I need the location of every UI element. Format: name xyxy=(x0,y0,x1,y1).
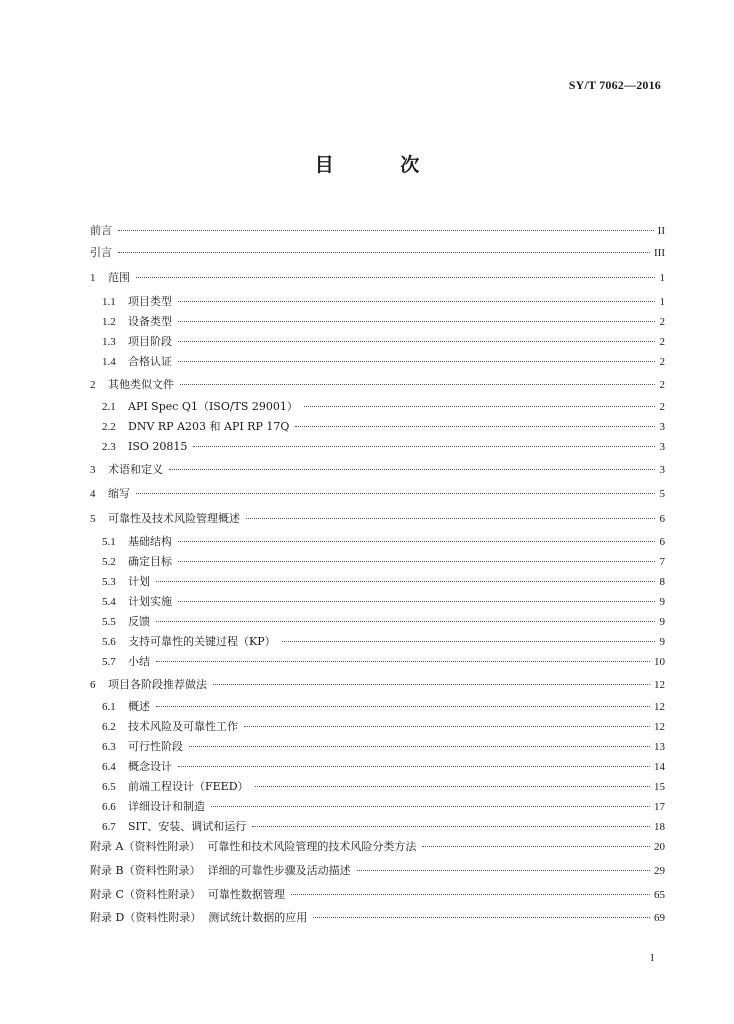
toc-entry-page: 9 xyxy=(659,636,665,648)
toc-entry-label: 详细设计和制造 xyxy=(128,800,205,813)
dot-leader xyxy=(118,230,654,231)
toc-entry[interactable] xyxy=(102,315,665,329)
toc-entry[interactable] xyxy=(102,440,665,454)
toc-entry[interactable] xyxy=(90,512,665,526)
dot-leader xyxy=(156,581,655,582)
toc-entry-number: 5.6 xyxy=(102,636,116,648)
dot-leader xyxy=(156,706,650,707)
toc-entry-label: 附录 A（资料性附录） 可靠性和技术风险管理的技术风险分类方法 xyxy=(90,840,417,853)
dot-leader xyxy=(136,493,655,494)
toc-entry-label: 附录 D（资料性附录） 测试统计数据的应用 xyxy=(90,911,308,924)
toc-entry-label: SIT、安装、调试和运行 xyxy=(128,820,247,833)
toc-entry-label: 项目各阶段推荐做法 xyxy=(108,678,207,691)
dot-leader xyxy=(189,746,650,747)
toc-entry[interactable] xyxy=(102,635,665,649)
toc-entry-page: 7 xyxy=(659,556,665,568)
toc-entry-number: 2 xyxy=(90,379,96,391)
toc-entry-label: 计划 xyxy=(128,575,150,588)
toc-entry-page: 9 xyxy=(659,596,665,608)
toc-entry-number: 1.1 xyxy=(102,296,116,308)
toc-entry-page: 10 xyxy=(654,656,665,668)
standard-code: SY/T 7062—2016 xyxy=(568,78,661,92)
dot-leader xyxy=(178,341,655,342)
toc-entry[interactable] xyxy=(90,888,665,902)
toc-entry-number: 6.3 xyxy=(102,741,116,753)
toc-entry[interactable] xyxy=(102,655,665,669)
toc-entry-number: 6 xyxy=(90,679,96,691)
toc-entry-number: 2.1 xyxy=(102,401,116,413)
toc-entry-page: 6 xyxy=(659,536,665,548)
toc-entry-page: 15 xyxy=(654,781,665,793)
toc-entry[interactable] xyxy=(102,760,665,774)
toc-entry[interactable] xyxy=(90,271,665,285)
dot-leader xyxy=(193,446,655,447)
toc-entry[interactable] xyxy=(102,720,665,734)
toc-entry-label: API Spec Q1（ISO/TS 29001） xyxy=(128,400,298,413)
dot-leader xyxy=(178,361,655,362)
toc-entry-page: 1 xyxy=(659,272,665,284)
toc-entry[interactable] xyxy=(102,420,665,434)
toc-entry-number: 1 xyxy=(90,272,96,284)
toc-entry-page: 17 xyxy=(654,801,665,813)
toc-entry-page: 2 xyxy=(659,316,665,328)
toc-entry-label: 支持可靠性的关键过程（KP） xyxy=(128,635,276,648)
toc-entry[interactable] xyxy=(102,740,665,754)
dot-leader xyxy=(178,561,655,562)
toc-entry-number: 5.3 xyxy=(102,576,116,588)
toc-entry-number: 1.3 xyxy=(102,336,116,348)
dot-leader xyxy=(178,541,655,542)
dot-leader xyxy=(178,301,655,302)
dot-leader xyxy=(244,726,650,727)
toc-entry-label: 计划实施 xyxy=(128,595,172,608)
toc-entry-page: 14 xyxy=(654,761,665,773)
toc-entry-label: 前端工程设计（FEED） xyxy=(128,780,249,793)
toc-title: 目 次 xyxy=(314,154,450,176)
toc-entry-label: 可靠性及技术风险管理概述 xyxy=(108,512,240,525)
toc-entry[interactable] xyxy=(90,378,665,392)
toc-entry-label: 其他类似文件 xyxy=(108,378,174,391)
toc-entry[interactable] xyxy=(102,295,665,309)
toc-entry[interactable] xyxy=(90,678,665,692)
toc-entry-page: III xyxy=(654,247,665,259)
dot-leader xyxy=(295,426,655,427)
toc-entry-number: 2.2 xyxy=(102,421,116,433)
toc-entry-label: 前言 xyxy=(90,224,112,237)
toc-entry-page: 3 xyxy=(659,421,665,433)
toc-entry-page: 69 xyxy=(654,912,665,924)
toc-entry[interactable] xyxy=(102,780,665,794)
toc-entry-number: 5.7 xyxy=(102,656,116,668)
toc-entry-page: 2 xyxy=(659,379,665,391)
toc-entry-label: 引言 xyxy=(90,246,112,259)
dot-leader xyxy=(169,469,655,470)
toc-entry-label: ISO 20815 xyxy=(128,440,188,453)
toc-entry-page: 3 xyxy=(659,441,665,453)
toc-entry-label: 基础结构 xyxy=(128,535,172,548)
toc-entry[interactable] xyxy=(102,700,665,714)
toc-entry-page: 1 xyxy=(659,296,665,308)
toc-entry-page: 13 xyxy=(654,741,665,753)
toc-entry-number: 1.4 xyxy=(102,356,116,368)
toc-entry[interactable] xyxy=(102,535,665,549)
toc-entry-number: 3 xyxy=(90,464,96,476)
toc-entry-page: 6 xyxy=(659,513,665,525)
toc-entry-label: 确定目标 xyxy=(128,555,172,568)
toc-entry-page: 9 xyxy=(659,616,665,628)
dot-leader xyxy=(357,870,650,871)
dot-leader xyxy=(211,806,650,807)
dot-leader xyxy=(156,621,655,622)
toc-entry-label: 概述 xyxy=(128,700,150,713)
toc-entry-label: 可行性阶段 xyxy=(128,740,183,753)
toc-entry-number: 6.4 xyxy=(102,761,116,773)
dot-leader xyxy=(178,601,655,602)
toc-entry-number: 6.5 xyxy=(102,781,116,793)
toc-entry[interactable] xyxy=(102,355,665,369)
toc-entry-page: 29 xyxy=(654,865,665,877)
dot-leader xyxy=(255,786,650,787)
toc-entry-label: 缩写 xyxy=(108,487,130,500)
toc-entry-page: 18 xyxy=(654,821,665,833)
toc-entry-label: 小结 xyxy=(128,655,150,668)
toc-entry[interactable] xyxy=(90,911,665,925)
toc-entry-label: 概念设计 xyxy=(128,760,172,773)
toc-entry-page: 12 xyxy=(654,721,665,733)
toc-entry[interactable] xyxy=(102,555,665,569)
toc-entry-label: 技术风险及可靠性工作 xyxy=(128,720,238,733)
toc-entry[interactable] xyxy=(90,224,665,238)
toc-entry-label: 附录 B（资料性附录） 详细的可靠性步骤及活动描述 xyxy=(90,864,351,877)
dot-leader xyxy=(136,277,655,278)
dot-leader xyxy=(422,846,650,847)
dot-leader xyxy=(246,518,655,519)
toc-entry-page: 12 xyxy=(654,701,665,713)
toc-entry-page: 5 xyxy=(659,488,665,500)
dot-leader xyxy=(178,321,655,322)
toc-entry[interactable] xyxy=(90,463,665,477)
toc-entry[interactable] xyxy=(90,840,665,854)
toc-entry-label: 范围 xyxy=(108,271,130,284)
toc-entry-page: 2 xyxy=(659,336,665,348)
toc-entry-label: 设备类型 xyxy=(128,315,172,328)
toc-entry-number: 5.1 xyxy=(102,536,116,548)
toc-entry-label: 附录 C（资料性附录） 可靠性数据管理 xyxy=(90,888,285,901)
toc-entry-page: 2 xyxy=(659,356,665,368)
toc-entry[interactable] xyxy=(90,487,665,501)
dot-leader xyxy=(313,917,650,918)
dot-leader xyxy=(304,406,655,407)
toc-entry-page: 20 xyxy=(654,841,665,853)
dot-leader xyxy=(180,384,655,385)
toc-entry[interactable] xyxy=(102,400,665,414)
toc-entry-number: 6.1 xyxy=(102,701,116,713)
toc-entry-label: 术语和定义 xyxy=(108,463,163,476)
toc-entry-number: 6.7 xyxy=(102,821,116,833)
toc-entry-page: 8 xyxy=(659,576,665,588)
toc-entry-page: II xyxy=(657,225,665,237)
toc-entry[interactable] xyxy=(90,246,665,260)
toc-entry-page: 3 xyxy=(659,464,665,476)
toc-entry-page: 65 xyxy=(654,889,665,901)
toc-entry-label: DNV RP A203 和 API RP 17Q xyxy=(128,420,290,433)
toc-entry[interactable] xyxy=(102,800,665,814)
dot-leader xyxy=(252,826,650,827)
toc-entry-number: 2.3 xyxy=(102,441,116,453)
toc-entry-label: 合格认证 xyxy=(128,355,172,368)
toc-entry-page: 2 xyxy=(659,401,665,413)
toc-entry[interactable] xyxy=(90,864,665,878)
toc-entry-number: 6.2 xyxy=(102,721,116,733)
dot-leader xyxy=(291,894,650,895)
toc-entry-number: 5.2 xyxy=(102,556,116,568)
toc-entry-number: 5.5 xyxy=(102,616,116,628)
toc-entry[interactable] xyxy=(102,335,665,349)
toc-entry-number: 1.2 xyxy=(102,316,116,328)
toc-entry-page: 12 xyxy=(654,679,665,691)
toc-entry-number: 4 xyxy=(90,488,96,500)
dot-leader xyxy=(118,252,650,253)
toc-entry-label: 反馈 xyxy=(128,615,150,628)
toc-entry[interactable] xyxy=(102,615,665,629)
toc-entry-number: 6.6 xyxy=(102,801,116,813)
dot-leader xyxy=(282,641,655,642)
dot-leader xyxy=(178,766,650,767)
toc-entry[interactable] xyxy=(102,820,665,834)
toc-entry[interactable] xyxy=(102,595,665,609)
toc-entry-label: 项目类型 xyxy=(128,295,172,308)
toc-entry-label: 项目阶段 xyxy=(128,335,172,348)
dot-leader xyxy=(213,684,650,685)
toc-entry-number: 5 xyxy=(90,513,96,525)
page-number: I xyxy=(650,953,654,964)
toc-entry-number: 5.4 xyxy=(102,596,116,608)
toc-entry[interactable] xyxy=(102,575,665,589)
dot-leader xyxy=(156,661,650,662)
